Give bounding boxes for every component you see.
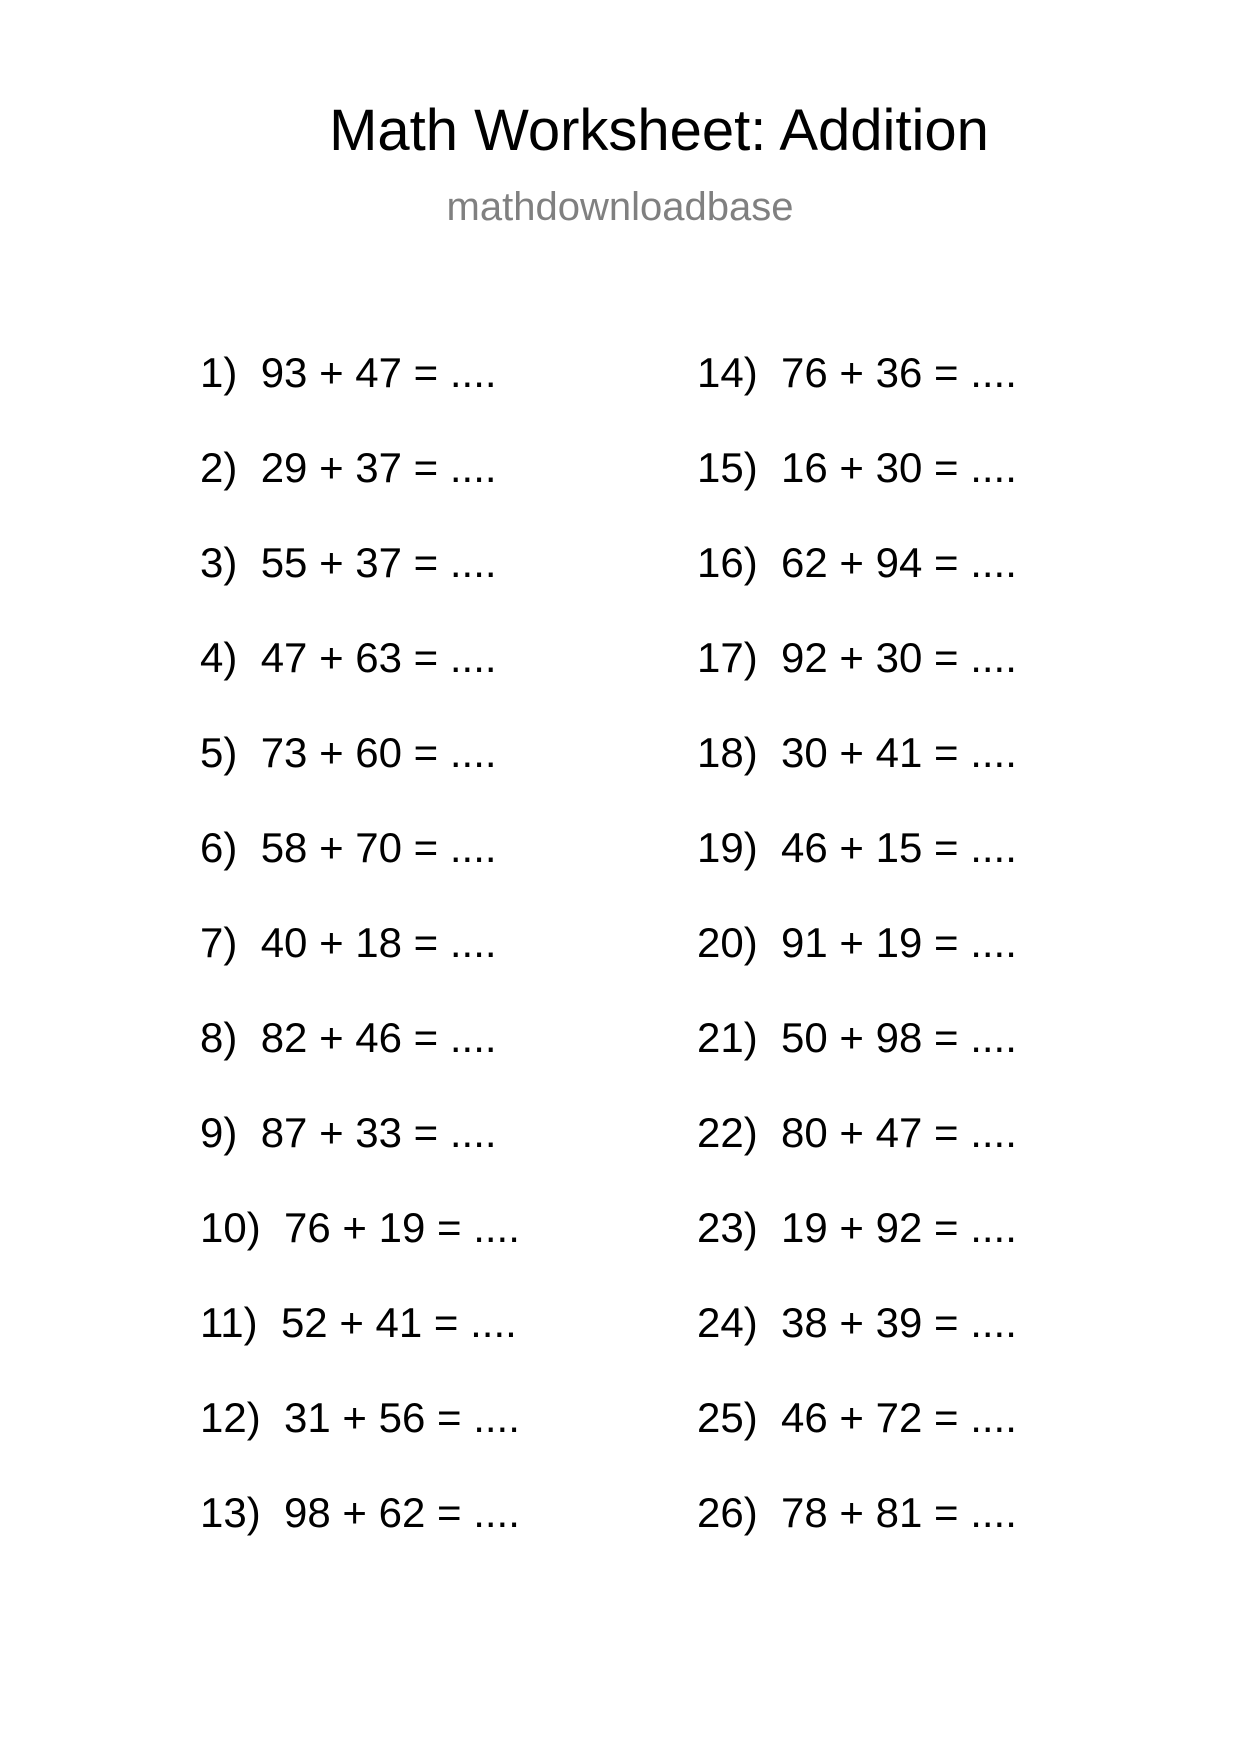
problem-expression: 73 + 60 = .... — [260, 729, 497, 776]
problem-expression: 58 + 70 = .... — [260, 824, 497, 871]
problem-item — [200, 1393, 520, 1443]
problem-number: 21) — [697, 1014, 758, 1061]
problem-number: 20) — [697, 919, 758, 966]
problem-item — [200, 1488, 520, 1538]
problem-item — [200, 1108, 497, 1158]
problem-number: 4) — [200, 634, 238, 681]
problem-number: 7) — [200, 919, 238, 966]
worksheet-subtitle: mathdownloadbase — [446, 185, 794, 229]
problem-expression: 82 + 46 = .... — [260, 1014, 497, 1061]
problem-expression: 92 + 30 = .... — [781, 634, 1017, 681]
problem-expression: 31 + 56 = .... — [284, 1394, 520, 1441]
problem-item — [200, 633, 497, 683]
problem-item — [200, 918, 497, 968]
problem-item — [200, 538, 497, 588]
problem-expression: 87 + 33 = .... — [260, 1109, 497, 1156]
problem-expression: 50 + 98 = .... — [781, 1014, 1017, 1061]
problem-expression: 30 + 41 = .... — [781, 729, 1017, 776]
problem-expression: 55 + 37 = .... — [260, 539, 497, 586]
problem-number: 25) — [697, 1394, 758, 1441]
problem-item — [200, 1013, 497, 1063]
problem-expression: 38 + 39 = .... — [781, 1299, 1017, 1346]
problem-item — [200, 1298, 517, 1348]
problem-item — [697, 918, 1017, 968]
problem-number: 10) — [200, 1204, 261, 1251]
problem-expression: 76 + 36 = .... — [781, 349, 1017, 396]
problem-number: 8) — [200, 1014, 238, 1061]
problem-number: 6) — [200, 824, 238, 871]
problem-item — [697, 1203, 1017, 1253]
problem-expression: 76 + 19 = .... — [284, 1204, 520, 1251]
problem-number: 14) — [697, 349, 758, 396]
problem-item — [697, 823, 1017, 873]
problem-expression: 80 + 47 = .... — [781, 1109, 1017, 1156]
problem-expression: 40 + 18 = .... — [260, 919, 497, 966]
problem-number: 18) — [697, 729, 758, 776]
problem-number: 2) — [200, 444, 238, 491]
problem-item — [697, 1393, 1017, 1443]
problem-item — [200, 348, 497, 398]
problem-item — [697, 1298, 1017, 1348]
problem-item — [200, 823, 497, 873]
problem-expression: 78 + 81 = .... — [781, 1489, 1017, 1536]
problem-number: 19) — [697, 824, 758, 871]
problem-expression: 62 + 94 = .... — [781, 539, 1017, 586]
problem-number: 13) — [200, 1489, 261, 1536]
problem-expression: 29 + 37 = .... — [260, 444, 497, 491]
problem-item — [697, 1488, 1017, 1538]
problem-item — [697, 728, 1017, 778]
problem-expression: 46 + 72 = .... — [781, 1394, 1017, 1441]
problem-expression: 98 + 62 = .... — [284, 1489, 520, 1536]
problem-item — [697, 443, 1017, 493]
problem-expression: 91 + 19 = .... — [781, 919, 1017, 966]
problem-number: 11) — [200, 1299, 258, 1346]
problem-expression: 52 + 41 = .... — [280, 1299, 517, 1346]
problem-expression: 19 + 92 = .... — [781, 1204, 1017, 1251]
problem-item — [697, 348, 1017, 398]
problem-expression: 46 + 15 = .... — [781, 824, 1017, 871]
problem-item — [200, 443, 497, 493]
problem-item — [697, 1013, 1017, 1063]
problem-number: 1) — [200, 349, 238, 396]
problem-item — [697, 633, 1017, 683]
problem-number: 23) — [697, 1204, 758, 1251]
problem-number: 26) — [697, 1489, 758, 1536]
problem-number: 5) — [200, 729, 238, 776]
problem-item — [697, 1108, 1017, 1158]
problem-number: 16) — [697, 539, 758, 586]
problem-item — [697, 538, 1017, 588]
problem-item — [200, 728, 497, 778]
worksheet-title: Math Worksheet: Addition — [329, 98, 989, 163]
problem-number: 15) — [697, 444, 758, 491]
problem-expression: 16 + 30 = .... — [781, 444, 1017, 491]
problem-expression: 47 + 63 = .... — [260, 634, 497, 681]
problem-number: 9) — [200, 1109, 238, 1156]
problem-number: 12) — [200, 1394, 261, 1441]
problem-expression: 93 + 47 = .... — [260, 349, 497, 396]
problem-number: 24) — [697, 1299, 758, 1346]
problem-item — [200, 1203, 520, 1253]
problem-number: 22) — [697, 1109, 758, 1156]
problem-number: 17) — [697, 634, 758, 681]
problem-number: 3) — [200, 539, 238, 586]
